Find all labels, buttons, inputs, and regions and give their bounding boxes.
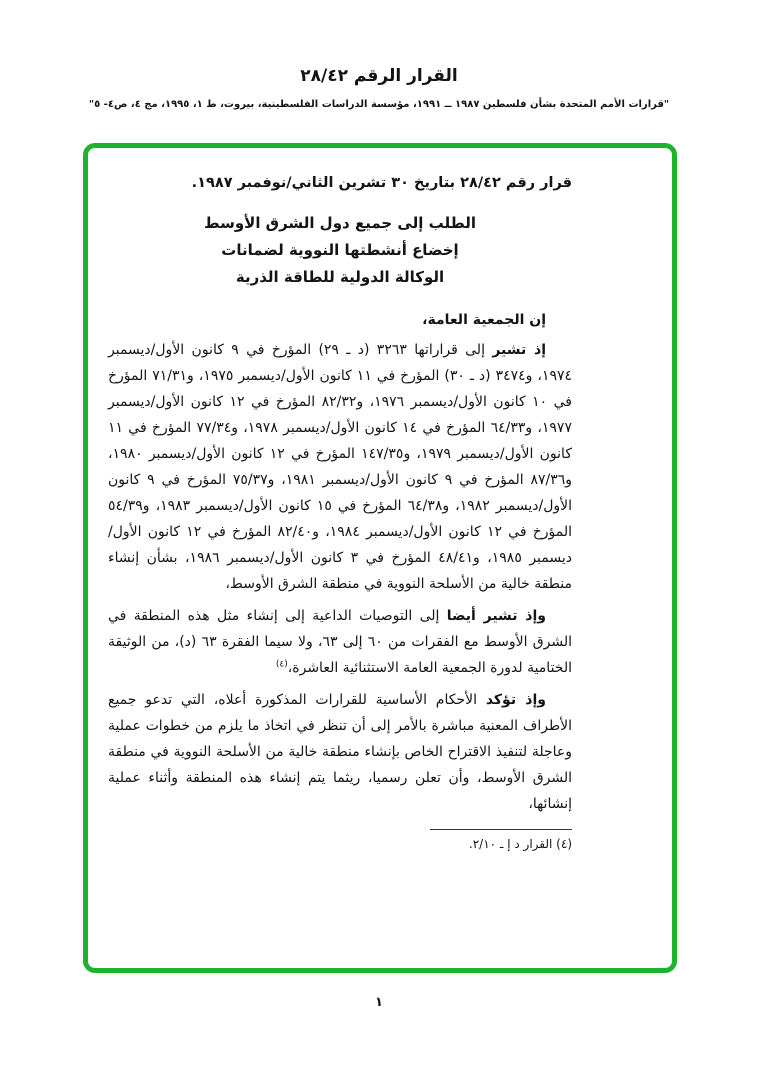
paragraph-lead: وإذ تؤكد — [485, 692, 546, 708]
resolution-border-box — [83, 143, 677, 973]
source-citation: "قرارات الأمم المتحدة بشأن فلسطين ١٩٨٧ ــ ١٩٩١، مؤسسة الدراسات الفلسطينية، بيروت، ط ١، ١٩٩٥، مج ٤، ص٤- ٥" — [88, 99, 670, 110]
footnote-text: (٤) القرار د إ ـ ٢/١٠. — [468, 837, 572, 851]
paragraph-text: إلى قراراتها ٣٢٦٣ (د ـ ٢٩) المؤرخ في ٩ كانون الأول/ديسمبر ١٩٧٤، و٣٤٧٤ (د ـ ٣٠) المؤرخ في ١١ كانون الأول/ديسمبر ١٩٧٥، و٧١/٣١ المؤرخ في ١٠ كانون الأول/ديسمبر ١٩٧٦، و٨٢/٣٢ المؤرخ في ١٢ كانون الأول/ديسمبر ١٩٧٧، و٦٤/٣٣ المؤرخ في ١٤ كانون الأول/ديسمبر ١٩٧٨، و٧٧/٣٤ المؤرخ في ١١ كانون الأول/ديسمبر ١٩٧٩، و١٤٧/٣٥ المؤرخ في ١٢ كانون الأول/ديسمبر ١٩٨٠، و٨٧/٣٦ المؤرخ في ٩ كانون الأول/ديسمبر ١٩٨١، و٧٥/٣٧ المؤرخ في ٩ كانون الأول/ديسمبر ١٩٨٢، و٦٤/٣٨ المؤرخ في ١٥ كانون الأول/ديسمبر ١٩٨٣، و٥٤/٣٩ المؤرخ في ١٢ كانون الأول/ديسمبر ١٩٨٤، و٨٢/٤٠ المؤرخ في ١٢ كانون الأول/ديسمبر ١٩٨٥، و٤٨/٤١ المؤرخ في ٣ كانون الأول/ديسمبر ١٩٨٦، بشأن إنشاء منطقة خالية من الأسلحة النووية في منطقة الشرق الأوسط، — [108, 342, 572, 592]
paragraph-recalling-recommendations — [108, 603, 572, 681]
resolution-heading-line-3: الوكالة الدولية للطاقة الذرية — [235, 268, 445, 286]
paragraph-text: الأحكام الأساسية للقرارات المذكورة أعلاه، التي تدعو جميع الأطراف المعنية مباشرة بالأمر إلى أن تنظر في اتخاذ ما يلزم من خطوات عملية وعاجلة لتنفيذ الاقتراح الخاص بإنشاء منطقة خالية من الأسلحة النووية في منطقة الشرق الأوسط، وأن تعلن رسميا، ريثما يتم إنشاء هذه المنطقة وأثناء عملية إنشائها، — [108, 692, 572, 812]
paragraph-recalling-resolutions — [108, 337, 572, 597]
resolution-heading-line-1: الطلب إلى جميع دول الشرق الأوسط — [204, 214, 476, 232]
paragraph-lead: إذ تشير — [492, 342, 546, 358]
page-number: ١ — [375, 995, 383, 1010]
footnote-separator — [430, 829, 572, 830]
paragraph-emphasizing-provisions — [108, 687, 572, 817]
footnote-reference: (٤) — [275, 659, 288, 670]
page-title: القرار الرقم ٢٨/٤٢ — [300, 66, 458, 86]
paragraph-lead: وإذ تشير أيضا — [446, 608, 546, 624]
resolution-heading-line-2: إخضاع أنشطتها النووية لضمانات — [221, 241, 459, 259]
resolution-date-line: قرار رقم ٢٨/٤٢ بتاريخ ٣٠ تشرين الثاني/نوفمبر ١٩٨٧. — [191, 175, 572, 191]
paragraph-text: إلى التوصيات الداعية إلى إنشاء مثل هذه المنطقة في الشرق الأوسط مع الفقرات من ٦٠ إلى ٦٣، ولا سيما الفقرة ٦٣ (د)، من الوثيقة الختامية لدورة الجمعية العامة الاستثنائية العاشرة، — [108, 608, 572, 676]
opening-phrase: إن الجمعية العامة، — [422, 312, 546, 328]
